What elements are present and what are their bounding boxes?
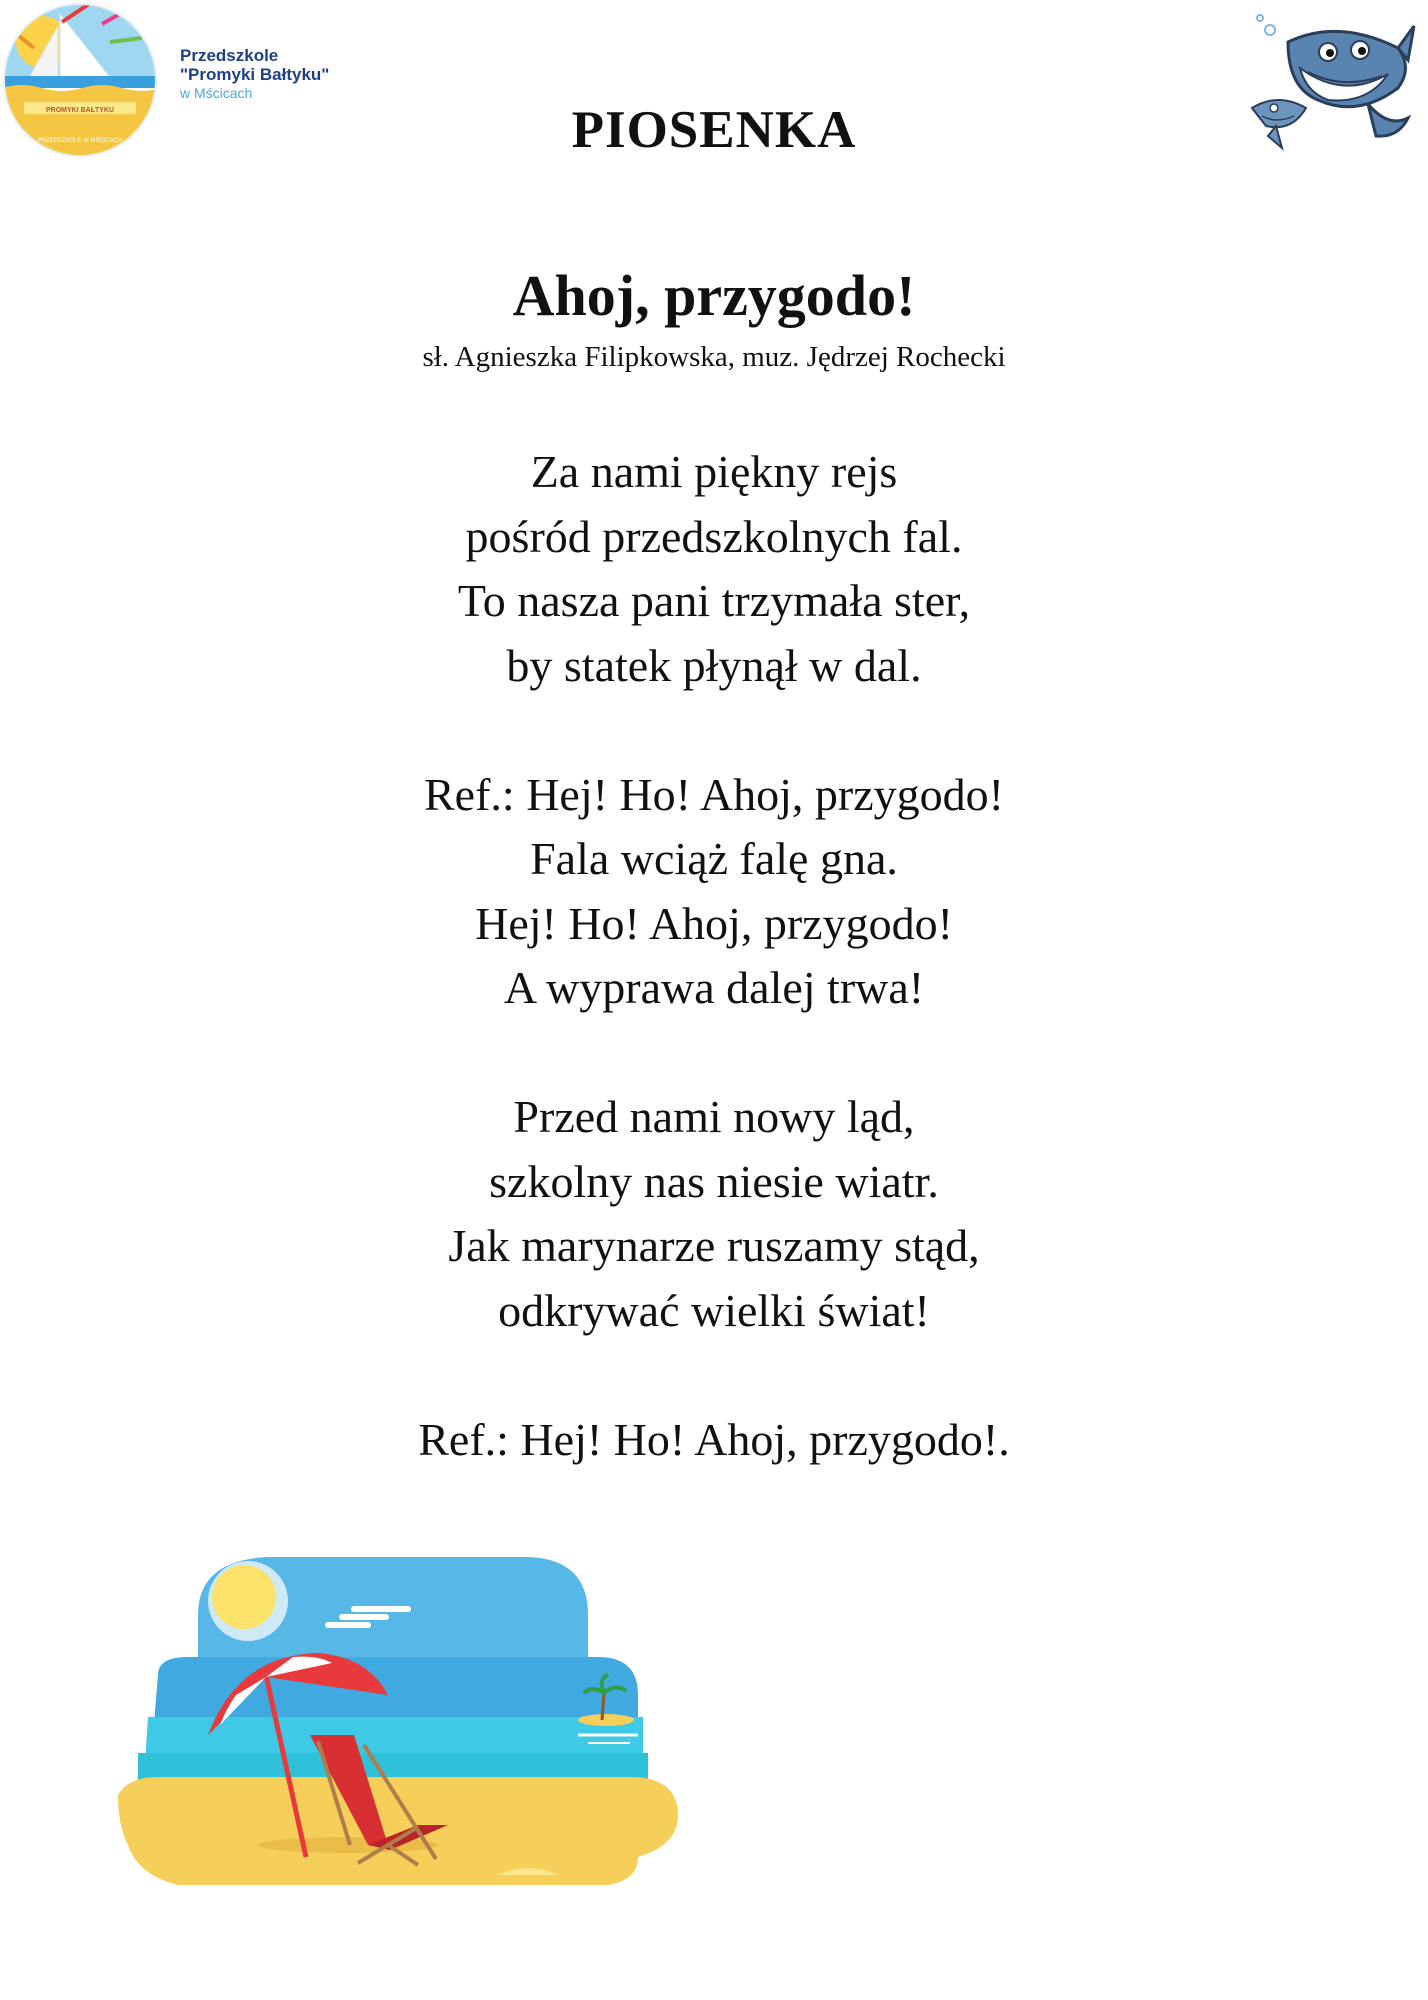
chorus [0, 763, 1428, 1021]
lyric-line: Jak marynarze ruszamy stąd, [448, 1220, 980, 1271]
page-heading: PIOSENKA [571, 101, 857, 159]
lyric-line: by statek płynął w dal. [506, 639, 922, 691]
logo-line-3: w Mścicach [180, 85, 253, 101]
lyric-line: Fala wciąż falę gna. [530, 833, 898, 884]
lyric-line: Hej! Ho! Ahoj, przygodo! [475, 897, 953, 949]
lyric-line: szkolny nas niesie wiatr. [489, 1155, 939, 1207]
logo-badge-top: PROMYKI BAŁTYKU [45, 107, 115, 114]
stanza-1 [0, 440, 1428, 698]
lyric-line: Przed nami nowy ląd, [513, 1091, 915, 1142]
stanza-2 [0, 1085, 1428, 1343]
lyric-line: A wyprawa dalej trwa! [503, 962, 925, 1013]
song-title: Ahoj, przygodo! [512, 263, 916, 328]
lyric-line: Za nami piękny rejs [530, 446, 898, 497]
lyric-line: Ref.: Hej! Ho! Ahoj, przygodo!. [418, 1413, 1010, 1465]
logo-line-1: Przedszkole [180, 46, 279, 65]
logo-text [180, 46, 329, 103]
song-lyrics [0, 440, 1428, 1537]
logo-line-2: "Promyki Bałtyku" [180, 65, 330, 84]
chorus-repeat [0, 1408, 1428, 1473]
lyric-line: To nasza pani trzymała ster, [457, 575, 971, 626]
lyric-line: pośród przedszkolnych fal. [465, 510, 963, 562]
lyric-line: Ref.: Hej! Ho! Ahoj, przygodo! [424, 768, 1004, 820]
song-authors: sł. Agnieszka Filipkowska, muz. Jędrzej Rochecki [422, 341, 1006, 373]
logo-badge-bottom: PRZEDSZKOLE W MŚCICACH [37, 138, 123, 144]
lyric-line: odkrywać wielki świat! [498, 1284, 930, 1336]
beach-illustration-icon [118, 1545, 688, 1905]
